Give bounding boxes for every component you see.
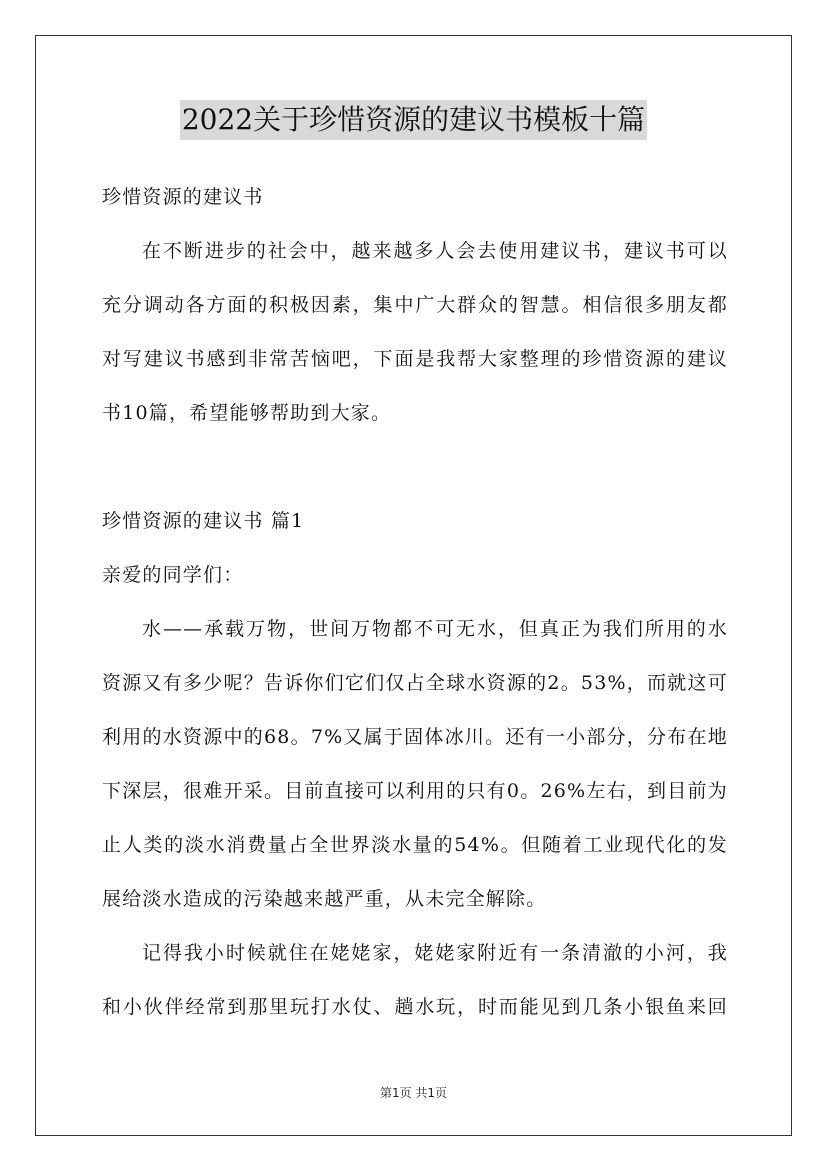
- para2-line-1: 记得我小时候就住在姥姥家，姥姥家附近有一条清澈的小河，我: [142, 942, 728, 964]
- document-title: 2022关于珍惜资源的建议书模板十篇: [180, 100, 647, 140]
- para1-line-2: 资源又有多少呢？告诉你们它们仅占全球水资源的2。53%，而就这可: [102, 672, 728, 694]
- page-footer: 第1页 共1页: [379, 1086, 448, 1100]
- intro-heading: 珍惜资源的建议书: [102, 186, 264, 208]
- para1-line-4: 下深层，很难开采。目前直接可以利用的只有0。26%左右，到目前为: [102, 780, 728, 802]
- section-spacer: [102, 440, 728, 494]
- para1-line-1: 水——承载万物，世间万物都不可无水，但真正为我们所用的水: [142, 618, 728, 640]
- para1-line-5: 止人类的淡水消费量占全世界淡水量的54%。但随着工业现代化的发: [102, 834, 728, 856]
- para1-line-3: 利用的水资源中的68。7%又属于固体冰川。还有一小部分，分布在地: [102, 726, 728, 748]
- intro-line-1: 在不断进步的社会中，越来越多人会去使用建议书，建议书可以: [142, 240, 728, 262]
- para1-line-6: 展给淡水造成的污染越来越严重，从未完全解除。: [102, 888, 547, 910]
- section1-heading: 珍惜资源的建议书 篇1: [102, 510, 305, 532]
- intro-line-4: 书10篇，希望能够帮助到大家。: [102, 402, 392, 424]
- document-body: [102, 170, 728, 1034]
- intro-line-2: 充分调动各方面的积极因素，集中广大群众的智慧。相信很多朋友都: [102, 294, 728, 316]
- greeting: 亲爱的同学们：: [102, 564, 244, 586]
- title-container: [0, 100, 827, 140]
- intro-line-3: 对写建议书感到非常苦恼吧，下面是我帮大家整理的珍惜资源的建议: [102, 348, 728, 370]
- para2-line-2: 和小伙伴经常到那里玩打水仗、趟水玩，时而能见到几条小银鱼来回: [102, 996, 728, 1018]
